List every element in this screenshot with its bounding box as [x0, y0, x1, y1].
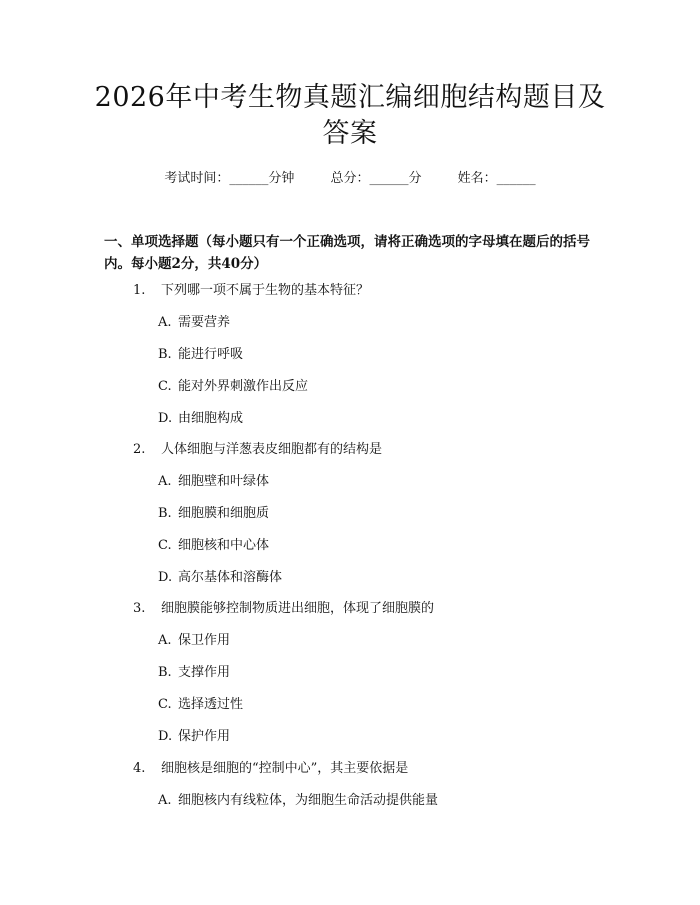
option-2c [158, 537, 269, 555]
option-1a [158, 314, 230, 332]
name-field: 姓名：______ [457, 171, 536, 186]
question-text: 细胞膜能够控制物质进出细胞，体现了细胞膜的 [161, 601, 435, 616]
option-text: 保卫作用 [178, 633, 231, 648]
option-1b [158, 346, 243, 364]
option-text: 细胞膜和细胞质 [178, 506, 270, 521]
exam-meta [0, 170, 700, 188]
option-letter: A. [158, 315, 172, 330]
question-number: 4. [133, 761, 146, 776]
option-letter: C. [158, 538, 172, 553]
question-number: 3. [133, 601, 146, 616]
option-text: 支撑作用 [178, 665, 231, 680]
option-text: 高尔基体和溶酶体 [178, 570, 283, 585]
option-text: 需要营养 [178, 315, 231, 330]
option-text: 由细胞构成 [178, 411, 244, 426]
option-3d [158, 728, 230, 746]
option-1c [158, 378, 308, 396]
option-3b [158, 664, 230, 682]
section-heading: 一、单项选择题（每小题只有一个正确选项，请将正确选项的字母填在题后的括号内。每小题2分，共40分） [104, 234, 590, 272]
option-letter: D. [158, 570, 173, 585]
option-letter: A. [158, 633, 172, 648]
option-text: 细胞核和中心体 [178, 538, 270, 553]
option-4a [158, 792, 438, 810]
option-letter: A. [158, 793, 172, 808]
question-number: 1. [133, 283, 146, 298]
option-text: 选择透过性 [178, 697, 244, 712]
total-score-field: 总分：______分 [330, 171, 422, 186]
option-text: 细胞壁和叶绿体 [178, 474, 270, 489]
option-letter: C. [158, 697, 172, 712]
question-text: 下列哪一项不属于生物的基本特征？ [161, 283, 370, 298]
option-1d [158, 410, 243, 428]
question-1 [133, 282, 369, 300]
option-2a [158, 473, 269, 491]
option-letter: B. [158, 665, 172, 680]
option-3a [158, 632, 230, 650]
option-3c [158, 696, 243, 714]
option-text: 细胞核内有线粒体，为细胞生命活动提供能量 [178, 793, 439, 808]
option-text: 保护作用 [178, 729, 231, 744]
question-text: 人体细胞与洋葱表皮细胞都有的结构是 [161, 442, 383, 457]
option-letter: C. [158, 379, 172, 394]
question-3 [133, 600, 434, 618]
question-2 [133, 441, 382, 459]
question-number: 2. [133, 442, 146, 457]
option-letter: A. [158, 474, 172, 489]
option-letter: D. [158, 729, 173, 744]
question-4 [133, 760, 408, 778]
option-text: 能对外界刺激作出反应 [178, 379, 309, 394]
option-2d [158, 569, 282, 587]
option-2b [158, 505, 269, 523]
option-text: 能进行呼吸 [178, 347, 244, 362]
exam-time-field: 考试时间：______分钟 [164, 171, 295, 186]
page-title: 2026年中考生物真题汇编细胞结构题目及答案 [94, 82, 606, 149]
question-text: 细胞核是细胞的“控制中心”，其主要依据是 [161, 761, 409, 776]
option-letter: D. [158, 411, 173, 426]
option-letter: B. [158, 506, 172, 521]
option-letter: B. [158, 347, 172, 362]
